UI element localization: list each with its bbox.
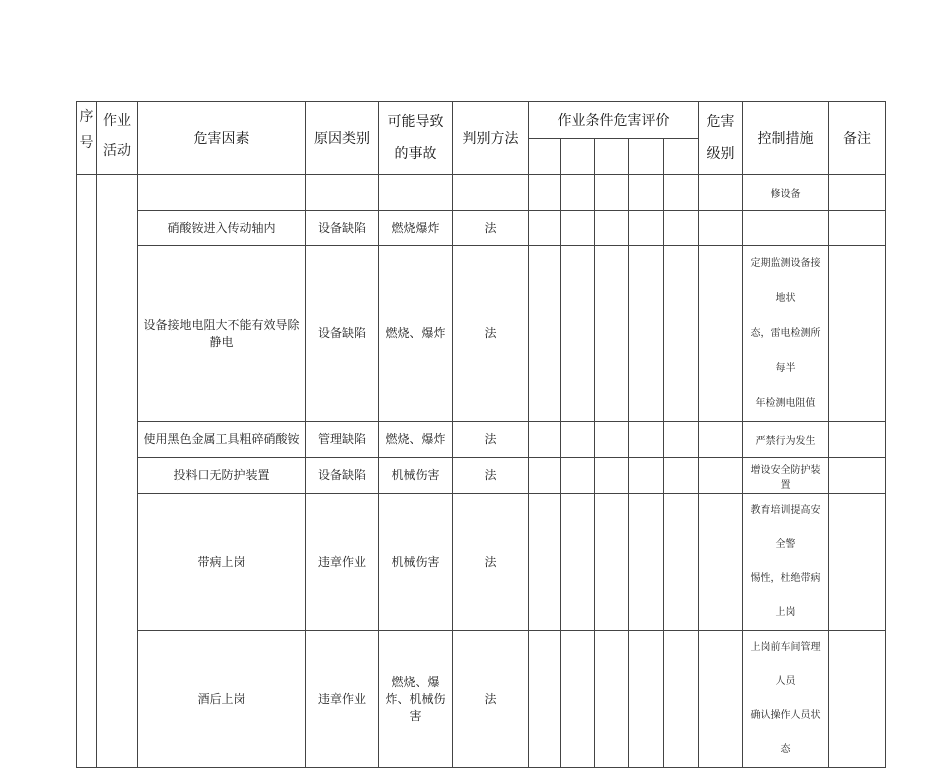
remark-cell xyxy=(829,494,886,631)
accident-line: 燃烧、爆炸 xyxy=(385,432,446,446)
accident-line: 燃烧、爆 xyxy=(391,674,440,689)
eval-subcol-3 xyxy=(595,139,629,175)
eval-cell xyxy=(595,175,629,211)
control-cell xyxy=(743,494,829,631)
method-cell: 法 xyxy=(453,422,529,458)
eval-cell xyxy=(529,211,561,246)
hazard-cell: 投料口无防护装置 xyxy=(138,458,306,494)
accident-line: 炸、机械伤 xyxy=(385,691,446,706)
hazard-cell: 酒后上岗 xyxy=(138,631,306,768)
hazard-cell: 使用黑色金属工具粗碎硝酸铵 xyxy=(138,422,306,458)
control-line: 确认操作人员状态 xyxy=(750,710,821,755)
accident-cell xyxy=(379,422,453,458)
remark-cell xyxy=(829,422,886,458)
control-line: 上岗前车间管理人员 xyxy=(750,642,821,687)
control-cell xyxy=(743,458,829,494)
eval-subcol-5 xyxy=(664,139,699,175)
eval-cell xyxy=(561,631,595,768)
eval-cell xyxy=(664,631,699,768)
header-seq xyxy=(77,102,97,175)
control-cell xyxy=(743,175,829,211)
header-activity xyxy=(97,102,138,175)
cause-cell: 设备缺陷 xyxy=(306,246,379,422)
eval-cell xyxy=(561,175,595,211)
cause-cell: 设备缺陷 xyxy=(306,458,379,494)
eval-cell xyxy=(664,211,699,246)
header-accident-line1: 可能导致 xyxy=(387,114,444,130)
header-seq-line2: 号 xyxy=(79,135,94,151)
level-cell xyxy=(699,458,743,494)
eval-cell xyxy=(529,422,561,458)
eval-cell xyxy=(561,211,595,246)
hazard-table xyxy=(76,101,886,768)
method-cell: 法 xyxy=(453,458,529,494)
header-cause: 原因类别 xyxy=(306,102,379,175)
level-cell xyxy=(699,211,743,246)
eval-cell xyxy=(561,422,595,458)
eval-cell xyxy=(664,494,699,631)
header-method: 判别方法 xyxy=(453,102,529,175)
accident-line: 机械伤害 xyxy=(391,468,440,482)
remark-cell xyxy=(829,631,886,768)
cause-cell: 违章作业 xyxy=(306,494,379,631)
remark-cell xyxy=(829,175,886,211)
accident-cell xyxy=(379,246,453,422)
eval-cell xyxy=(664,422,699,458)
control-line: 严禁行为发生 xyxy=(755,436,816,447)
accident-cell xyxy=(379,458,453,494)
cause-cell xyxy=(306,175,379,211)
eval-cell xyxy=(629,246,664,422)
eval-subcol-4 xyxy=(629,139,664,175)
eval-cell xyxy=(561,458,595,494)
level-cell xyxy=(699,631,743,768)
header-evaluation: 作业条件危害评价 xyxy=(529,102,699,139)
control-line: 态，雷电检测所每半 xyxy=(750,328,821,374)
header-row xyxy=(77,102,886,139)
remark-cell xyxy=(829,246,886,422)
accident-cell xyxy=(379,211,453,246)
control-line: 教育培训提高安全警 xyxy=(750,505,821,550)
eval-cell xyxy=(629,422,664,458)
table-row xyxy=(77,246,886,422)
cause-cell: 违章作业 xyxy=(306,631,379,768)
remark-cell xyxy=(829,458,886,494)
cause-cell: 设备缺陷 xyxy=(306,211,379,246)
accident-line: 害 xyxy=(409,708,422,723)
level-cell xyxy=(699,175,743,211)
eval-cell xyxy=(664,458,699,494)
method-cell: 法 xyxy=(453,494,529,631)
eval-cell xyxy=(595,246,629,422)
hazard-cell: 设备接地电阻大不能有效导除静电 xyxy=(138,246,306,422)
table-row xyxy=(77,494,886,631)
accident-cell xyxy=(379,175,453,211)
header-level xyxy=(699,102,743,175)
eval-cell xyxy=(629,631,664,768)
level-cell xyxy=(699,246,743,422)
header-level-line1: 危害 xyxy=(706,114,735,130)
accident-cell xyxy=(379,494,453,631)
table-row xyxy=(77,211,886,246)
activity-cell xyxy=(97,175,138,768)
eval-cell xyxy=(595,458,629,494)
eval-cell xyxy=(529,494,561,631)
level-cell xyxy=(699,494,743,631)
eval-cell xyxy=(664,246,699,422)
eval-cell xyxy=(529,631,561,768)
table-row xyxy=(77,175,886,211)
header-activity-line1: 作业 xyxy=(103,113,131,129)
table-row xyxy=(77,458,886,494)
method-cell: 法 xyxy=(453,211,529,246)
eval-cell xyxy=(529,458,561,494)
table-row xyxy=(77,631,886,768)
eval-cell xyxy=(529,175,561,211)
accident-line: 燃烧爆炸 xyxy=(391,220,440,235)
accident-cell xyxy=(379,631,453,768)
control-cell xyxy=(743,246,829,422)
header-remark: 备注 xyxy=(829,102,886,175)
header-accident xyxy=(379,102,453,175)
eval-cell xyxy=(595,631,629,768)
method-cell: 法 xyxy=(453,246,529,422)
level-cell xyxy=(699,422,743,458)
header-level-line2: 级别 xyxy=(706,146,735,162)
header-accident-line2: 的事故 xyxy=(394,146,437,162)
accident-line: 机械伤害 xyxy=(391,554,440,569)
eval-cell xyxy=(595,211,629,246)
eval-cell xyxy=(561,494,595,631)
control-line: 年检测电阻值 xyxy=(755,398,816,409)
eval-cell xyxy=(629,458,664,494)
control-line: 定期监测设备接地状 xyxy=(750,258,821,304)
method-cell: 法 xyxy=(453,631,529,768)
header-seq-line1: 序 xyxy=(79,109,94,125)
cause-cell: 管理缺陷 xyxy=(306,422,379,458)
eval-subcol-2 xyxy=(561,139,595,175)
header-control: 控制措施 xyxy=(743,102,829,175)
hazard-cell: 带病上岗 xyxy=(138,494,306,631)
hazard-cell xyxy=(138,175,306,211)
eval-cell xyxy=(529,246,561,422)
table-row xyxy=(77,422,886,458)
eval-subcol-1 xyxy=(529,139,561,175)
control-line: 增设安全防护装置 xyxy=(750,464,821,491)
control-line: 修设备 xyxy=(770,189,801,200)
remark-cell xyxy=(829,211,886,246)
header-hazard: 危害因素 xyxy=(138,102,306,175)
eval-cell xyxy=(629,211,664,246)
eval-cell xyxy=(664,175,699,211)
control-cell xyxy=(743,422,829,458)
eval-cell xyxy=(629,494,664,631)
method-cell xyxy=(453,175,529,211)
eval-cell xyxy=(595,494,629,631)
control-cell xyxy=(743,631,829,768)
eval-cell xyxy=(595,422,629,458)
eval-cell xyxy=(561,246,595,422)
control-line: 惕性，杜绝带病上岗 xyxy=(750,573,821,618)
eval-cell xyxy=(629,175,664,211)
header-activity-line2: 活动 xyxy=(103,143,131,159)
control-cell xyxy=(743,211,829,246)
accident-line: 燃烧、爆炸 xyxy=(385,326,446,340)
hazard-cell: 硝酸铵进入传动轴内 xyxy=(138,211,306,246)
seq-cell xyxy=(77,175,97,768)
